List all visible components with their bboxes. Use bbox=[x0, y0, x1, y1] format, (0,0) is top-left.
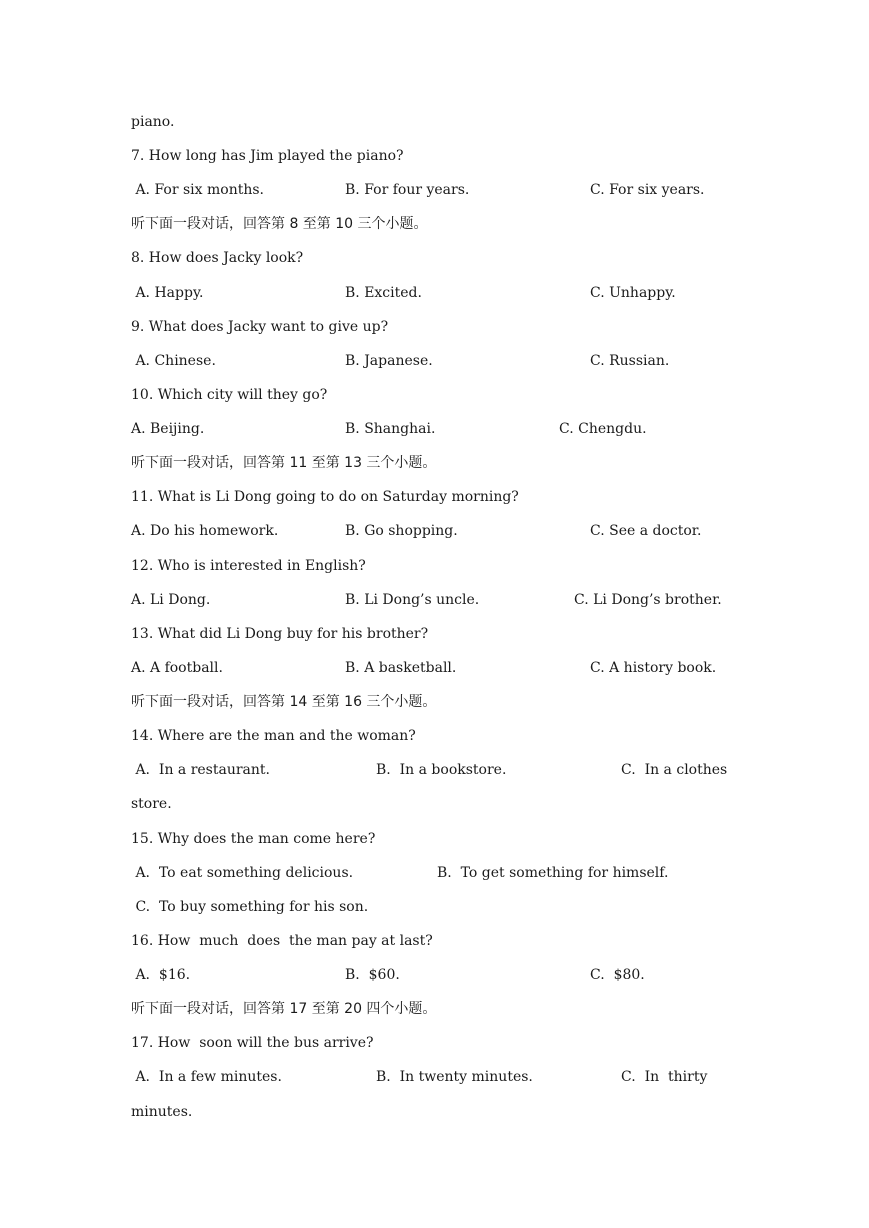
question-text: 10. Which city will they go? bbox=[131, 387, 328, 403]
question-text: 15. Why does the man come here? bbox=[131, 831, 376, 847]
answer-option: A. Do his homework. bbox=[131, 523, 279, 539]
question-text: 17. How soon will the bus arrive? bbox=[131, 1035, 374, 1051]
question-text: 8. How does Jacky look? bbox=[131, 250, 304, 266]
answer-option: C. Chengdu. bbox=[559, 421, 647, 437]
answer-option: A. For six months. bbox=[131, 182, 264, 198]
answer-option: A. Chinese. bbox=[131, 353, 216, 369]
question-text: 13. What did Li Dong buy for his brother? bbox=[131, 626, 429, 642]
answer-option: B. For four years. bbox=[345, 182, 470, 198]
answer-option: A. To eat something delicious. bbox=[131, 865, 354, 881]
answer-option: A. $16. bbox=[131, 967, 191, 983]
answer-option: B. In a bookstore. bbox=[376, 762, 507, 778]
question-text: 11. What is Li Dong going to do on Saturday morning? bbox=[131, 489, 519, 505]
answer-option: C. Russian. bbox=[590, 353, 670, 369]
answer-option: A. A football. bbox=[131, 660, 223, 676]
answer-option: C. In thirty bbox=[621, 1069, 708, 1085]
section-instruction: 听下面一段对话，回答第 14 至第 16 三个小题。 bbox=[131, 694, 437, 710]
answer-option: B. Li Dong’s uncle. bbox=[345, 592, 480, 608]
answer-option: C. Unhappy. bbox=[590, 285, 676, 301]
answer-option: B. Go shopping. bbox=[345, 523, 458, 539]
answer-option: C. In a clothes bbox=[621, 762, 728, 778]
answer-option: C. For six years. bbox=[590, 182, 705, 198]
question-text: 16. How much does the man pay at last? bbox=[131, 933, 433, 949]
answer-option: A. Li Dong. bbox=[131, 592, 211, 608]
answer-option: A. Beijing. bbox=[131, 421, 205, 437]
answer-option: B. To get something for himself. bbox=[437, 865, 669, 881]
question-text: 9. What does Jacky want to give up? bbox=[131, 319, 389, 335]
answer-option: C. $80. bbox=[590, 967, 645, 983]
answer-option: C. See a doctor. bbox=[590, 523, 702, 539]
question-text: minutes. bbox=[131, 1104, 193, 1120]
answer-option: C. A history book. bbox=[590, 660, 717, 676]
answer-option: C. Li Dong’s brother. bbox=[574, 592, 722, 608]
question-text: piano. bbox=[131, 114, 175, 130]
answer-option: A. Happy. bbox=[131, 285, 204, 301]
question-text: C. To buy something for his son. bbox=[131, 899, 369, 915]
answer-option: B. Japanese. bbox=[345, 353, 433, 369]
answer-option: B. $60. bbox=[345, 967, 400, 983]
answer-option: B. Excited. bbox=[345, 285, 422, 301]
question-text: 12. Who is interested in English? bbox=[131, 558, 366, 574]
question-text: 14. Where are the man and the woman? bbox=[131, 728, 416, 744]
answer-option: B. Shanghai. bbox=[345, 421, 436, 437]
question-text: store. bbox=[131, 796, 172, 812]
answer-option: B. In twenty minutes. bbox=[376, 1069, 533, 1085]
answer-option: B. A basketball. bbox=[345, 660, 457, 676]
section-instruction: 听下面一段对话，回答第 8 至第 10 三个小题。 bbox=[131, 216, 428, 232]
question-text: 7. How long has Jim played the piano? bbox=[131, 148, 404, 164]
answer-option: A. In a restaurant. bbox=[131, 762, 270, 778]
answer-option: A. In a few minutes. bbox=[131, 1069, 282, 1085]
section-instruction: 听下面一段对话，回答第 17 至第 20 四个小题。 bbox=[131, 1001, 437, 1017]
section-instruction: 听下面一段对话，回答第 11 至第 13 三个小题。 bbox=[131, 455, 437, 471]
